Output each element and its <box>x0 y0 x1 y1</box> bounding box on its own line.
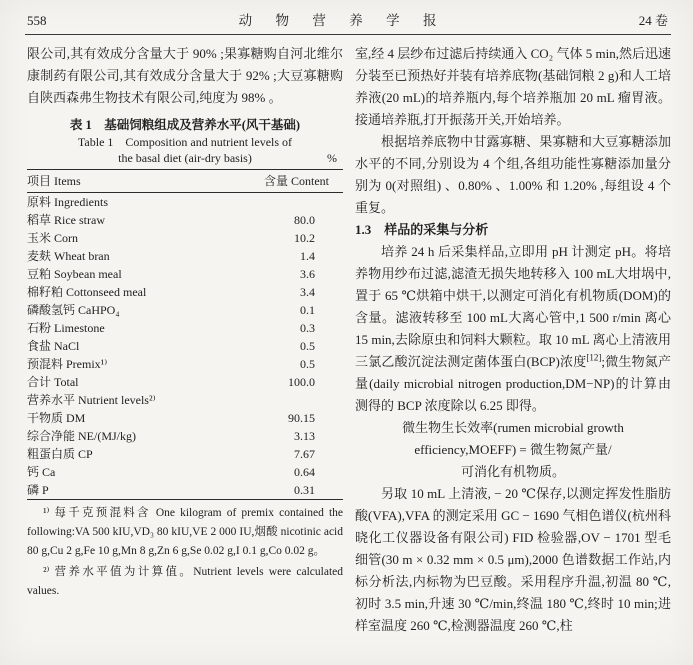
row-value: 90.15 <box>288 411 315 425</box>
table-header-row <box>27 170 343 192</box>
row-value: 10.2 <box>294 231 315 245</box>
row-item: 稻草 Rice straw <box>27 213 105 227</box>
table-row <box>27 427 343 445</box>
row-value: 7.67 <box>294 447 315 461</box>
table-footnotes <box>27 504 343 601</box>
row-value <box>283 391 343 409</box>
table-header-value: 含量 Content <box>264 174 329 188</box>
left-paragraph-1: 限公司,其有效成分含量大于 90% ;果寡糖购自河北维尔康制药有限公司,其有效成分含量大于 92% ;大豆寡糖购自陕西森弗生物技术有限公司,纯度为 98% 。 <box>27 46 343 105</box>
table-row <box>27 337 343 355</box>
row-item: 棉籽粕 Cottonseed meal <box>27 285 147 299</box>
row-value: 3.4 <box>300 285 315 299</box>
row-value: 0.5 <box>300 357 315 371</box>
row-value <box>283 193 343 211</box>
table-title-en-2: the basal diet (air-dry basis) <box>118 151 252 165</box>
row-item: 玉米 Corn <box>27 231 79 245</box>
right-paragraph-3-text: 培养 24 h 后采集样品,立即用 pH 计测定 pH。将培养物用纱布过滤,滤渣无损失地转移入 100 mL大坩埚中,置于 65 ℃烘箱中烘干,以测定可消化有机物质(DOM)的含量。滤液转移至 100 mL大离心管中,1 500 r/min 离心 15 min,去除原虫和饲料大颗粒。取 10 mL 离心上清液用三氯乙酸沉淀法测定菌体蛋白(BCP)浓度 <box>355 244 671 369</box>
right-paragraph-2: 根据培养底物中甘露寡糖、果寡糖和大豆寡糖添加水平的不同,分别设为 4 个组,各组功能性寡糖添加量分别为 0(对照组) 、0.80% 、1.00% 和 1.20% ,每组设 4 个重复。 <box>355 134 671 215</box>
table-row <box>27 211 343 229</box>
moeff-formula-line-2: efficiency,MOEFF) = 微生物氮产量/ <box>414 442 612 457</box>
table-row <box>27 355 343 373</box>
table-footnote-1: ¹⁾ 每千克预混料含 One kilogram of premix contained the following:VA 500 kIU,VD₃ 80 kIU,VE 2 000 IU,烟酸 nicotinic acid 80 g,Cu 2 g,Fe 10 g,Mn 8 g,Zn 6 g,Se 0.02 g,I 0.1 g,Co 0.02 g。 <box>27 507 343 557</box>
section-heading-1-3: 1.3 样品的采集与分析 <box>355 222 489 237</box>
row-item: 食盐 NaCl <box>27 339 80 353</box>
row-item: 石粉 Limestone <box>27 321 105 335</box>
table-1-block <box>27 117 343 601</box>
table-footnote-2: ²⁾ 营养水平值为计算值。Nutrient levels were calculated values. <box>27 566 343 597</box>
table-row <box>27 283 343 301</box>
table-bottom-rule <box>27 499 343 500</box>
table-row <box>27 319 343 337</box>
citation-12-superscript: [12] <box>586 352 602 363</box>
running-head <box>0 0 693 29</box>
row-item: 磷 P <box>27 483 49 497</box>
table-row <box>27 391 343 409</box>
row-value: 3.6 <box>300 267 315 281</box>
table-title-en-2-row <box>27 150 343 166</box>
table-header-item: 项目 Items <box>27 174 81 188</box>
table-row <box>27 463 343 481</box>
right-paragraph-3-text-after: ;微生物氮产量(daily microbial nitrogen production,DM−NP)的计算由测得的 BCP 浓度除以 6.25 即得。 <box>355 354 671 413</box>
table-row <box>27 193 343 211</box>
right-paragraph-3 <box>355 241 671 417</box>
row-value: 0.31 <box>294 483 315 497</box>
row-item: 磷酸氢钙 CaHPO₄ <box>27 303 120 317</box>
moeff-formula-line-3: 可消化有机物质。 <box>460 464 565 479</box>
row-item: 干物质 DM <box>27 411 86 425</box>
table-row <box>27 481 343 499</box>
row-item: 合计 Total <box>27 375 79 389</box>
volume-label: 24 卷 <box>638 13 668 28</box>
table-row <box>27 301 343 319</box>
table-title-en-1: Table 1 Composition and nutrient levels of <box>77 135 293 149</box>
row-item: 综合净能 NE/(MJ/kg) <box>27 429 136 443</box>
row-value: 0.64 <box>294 465 315 479</box>
table-row <box>27 373 343 391</box>
right-paragraph-1: 室,经 4 层纱布过滤后持续通入 CO₂ 气体 5 min,然后迅速分装至已预热好并装有培养底物(基础饲粮 2 g)和人工培养液(20 mL)的培养瓶内,每个培养瓶加 20 mL 瘤胃液。接通培养瓶,打开振荡开关,开始培养。 <box>355 46 671 127</box>
row-item: 钙 Ca <box>27 465 56 479</box>
table-row <box>27 445 343 463</box>
row-value: 0.1 <box>300 303 315 317</box>
basal-diet-table <box>27 169 343 500</box>
row-value: 80.0 <box>294 213 315 227</box>
left-column <box>27 43 343 637</box>
row-value: 1.4 <box>300 249 315 263</box>
row-item: 豆粕 Soybean meal <box>27 267 122 281</box>
right-paragraph-4: 另取 10 mL 上清液, − 20 ℃保存,以测定挥发性脂肪酸(VFA),VFA 的测定采用 GC − 1690 气相色谱仪(杭州科晓化工仪器设备有限公司) FID 检验器,OV − 1701 型毛细管(30 m × 0.32 mm × 0.5 μm),2000 色谱数据工作站,内标分析法,内标物为巴豆酸。采用程序升温,初温 80 ℃,初时 3.5 min,升速 30 ℃/min,终温 180 ℃,终时 10 min;进样室温度 260 ℃,检测器温度 260 ℃,柱 <box>355 486 671 633</box>
moeff-formula-line-1: 微生物生长效率(rumen microbial growth <box>402 420 624 435</box>
row-value: 0.5 <box>300 339 315 353</box>
table-row <box>27 265 343 283</box>
right-column <box>355 43 671 637</box>
row-item: 原料 Ingredients <box>27 195 108 209</box>
table-row <box>27 409 343 427</box>
journal-title: 动 物 营 养 学 报 <box>238 13 447 28</box>
table-title-cn: 表 1 基础饲粮组成及营养水平(风干基础) <box>69 118 301 132</box>
table-unit-label: % <box>327 151 337 165</box>
row-item: 粗蛋白质 CP <box>27 447 93 461</box>
two-column-body <box>0 35 693 637</box>
table-row <box>27 247 343 265</box>
row-item: 营养水平 Nutrient levels²⁾ <box>27 393 156 407</box>
table-row <box>27 229 343 247</box>
row-value: 100.0 <box>288 375 315 389</box>
page-number: 558 <box>27 13 47 28</box>
row-value: 0.3 <box>300 321 315 335</box>
row-item: 预混料 Premix¹⁾ <box>27 357 108 371</box>
row-item: 麦麸 Wheat bran <box>27 249 110 263</box>
table-body <box>27 193 343 499</box>
row-value: 3.13 <box>294 429 315 443</box>
